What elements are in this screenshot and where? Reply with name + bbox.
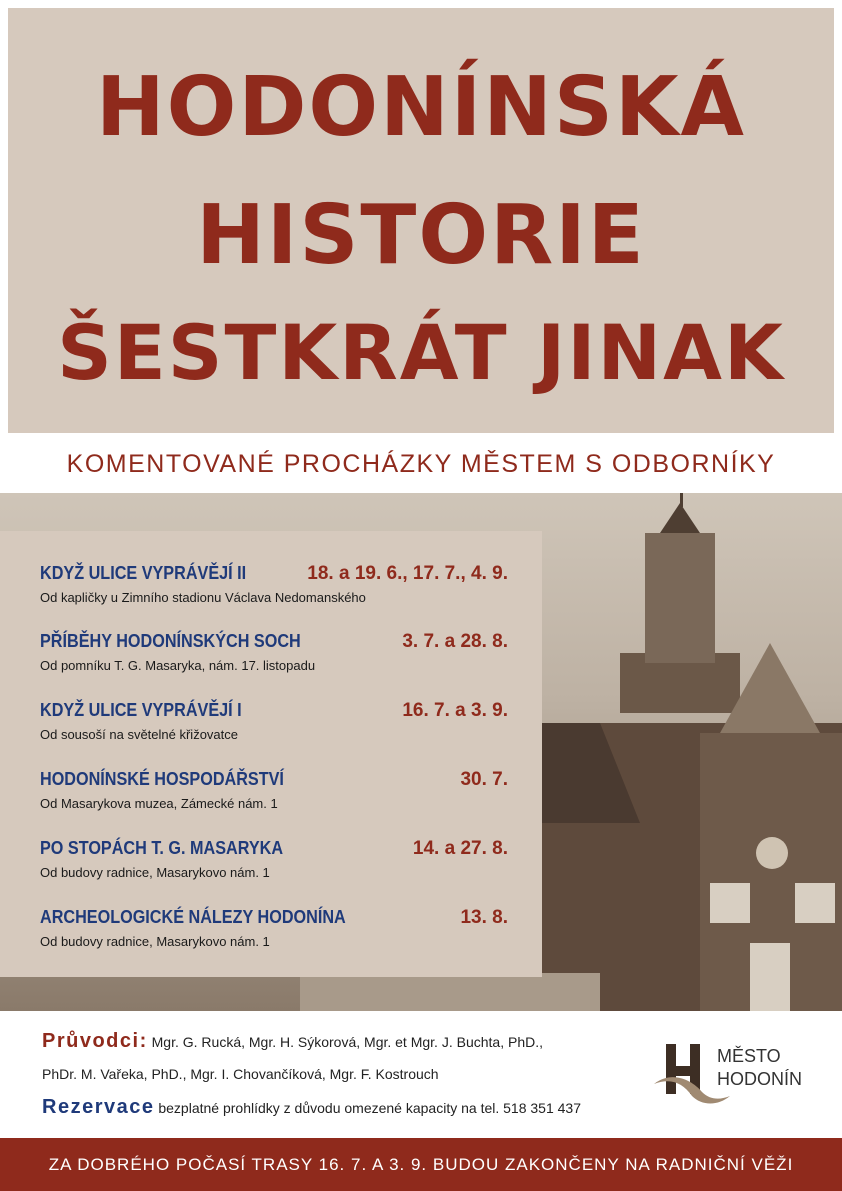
walk-item bbox=[40, 700, 508, 742]
walk-name: KDYŽ ULICE VYPRÁVĚJÍ I bbox=[40, 700, 242, 720]
title-line-1: HODONÍNSKÁ bbox=[96, 60, 746, 155]
walk-item bbox=[40, 769, 508, 811]
walks-list bbox=[0, 531, 542, 977]
walk-place: Od pomníku T. G. Masaryka, nám. 17. listopadu bbox=[40, 658, 316, 673]
reservation-text: bezplatné prohlídky z důvodu omezené kapacity na tel. 518 351 437 bbox=[158, 1100, 581, 1116]
logo-text bbox=[717, 1045, 802, 1091]
guides-label: Průvodci: bbox=[42, 1030, 148, 1052]
walk-dates: 14. a 27. 8. bbox=[412, 838, 508, 859]
walk-name: PŘÍBĚHY HODONÍNSKÝCH SOCH bbox=[40, 631, 301, 651]
walk-item bbox=[40, 631, 508, 673]
reservation-label: Rezervace bbox=[42, 1096, 155, 1118]
walk-place: Od kapličky u Zimního stadionu Václava Nedomanského bbox=[40, 590, 366, 605]
walk-name: ARCHEOLOGICKÉ NÁLEZY HODONÍNA bbox=[40, 907, 346, 927]
walk-dates: 18. a 19. 6., 17. 7., 4. 9. bbox=[307, 563, 508, 584]
title-banner bbox=[8, 8, 834, 433]
walk-place: Od sousoší na světelné křižovatce bbox=[40, 727, 238, 742]
logo-line-2: HODONÍN bbox=[717, 1069, 802, 1089]
walk-name: HODONÍNSKÉ HOSPODÁŘSTVÍ bbox=[40, 769, 284, 789]
walk-name: KDYŽ ULICE VYPRÁVĚJÍ II bbox=[40, 563, 247, 583]
walk-place: Od Masarykova muzea, Zámecké nám. 1 bbox=[40, 796, 278, 811]
footer-banner: ZA DOBRÉHO POČASÍ TRASY 16. 7. A 3. 9. BUDOU ZAKONČENY NA RADNIČNÍ VĚŽI bbox=[0, 1138, 842, 1191]
guides-line-1 bbox=[42, 1030, 543, 1053]
walk-dates: 3. 7. a 28. 8. bbox=[402, 631, 508, 652]
walk-dates: 13. 8. bbox=[460, 907, 508, 928]
logo-line-1: MĚSTO bbox=[717, 1046, 781, 1066]
walk-place: Od budovy radnice, Masarykovo nám. 1 bbox=[40, 934, 270, 949]
walk-item bbox=[40, 838, 508, 880]
guides-names-2: PhDr. M. Vařeka, PhD., Mgr. I. Chovančíková, Mgr. F. Kostrouch bbox=[42, 1066, 439, 1082]
walk-place: Od budovy radnice, Masarykovo nám. 1 bbox=[40, 865, 270, 880]
walk-item bbox=[40, 563, 508, 605]
walk-item bbox=[40, 907, 508, 949]
title-line-2: HISTORIE bbox=[196, 188, 646, 283]
walk-dates: 16. 7. a 3. 9. bbox=[402, 700, 508, 721]
reservation-line bbox=[42, 1096, 581, 1119]
guides-names-1: Mgr. G. Rucká, Mgr. H. Sýkorová, Mgr. et Mgr. J. Buchta, PhD., bbox=[151, 1034, 543, 1050]
walk-name: PO STOPÁCH T. G. MASARYKA bbox=[40, 838, 284, 858]
subtitle: KOMENTOVANÉ PROCHÁZKY MĚSTEM S ODBORNÍKY bbox=[66, 450, 776, 478]
walk-dates: 30. 7. bbox=[460, 769, 508, 790]
title-line-3: ŠESTKRÁT JINAK bbox=[57, 308, 785, 397]
